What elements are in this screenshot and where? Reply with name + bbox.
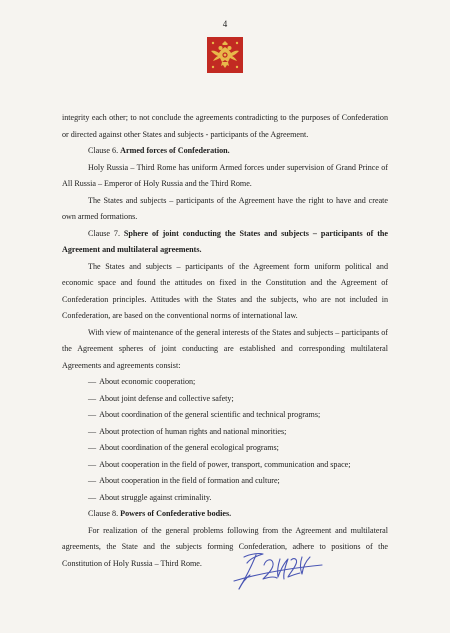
list-item: — About cooperation in the field of power, transport, communication and space; bbox=[88, 459, 351, 469]
list-item: — About economic cooperation; bbox=[88, 377, 196, 386]
dash-mark: — bbox=[88, 476, 97, 485]
dash-mark: — bbox=[88, 410, 97, 419]
list-item: — About struggle against criminality. bbox=[88, 492, 212, 502]
dash-mark: — bbox=[88, 492, 97, 502]
dash-mark: — bbox=[88, 459, 97, 469]
clause-6-heading: Clause 6. Armed forces of Confederation. bbox=[88, 146, 230, 155]
paragraph-integrity: integrity each other; to not conclude the agreements contradicting to the purposes of Confederation or directed against other States and subjects - participants of the Agreement. bbox=[62, 113, 388, 139]
dash-mark: — bbox=[88, 426, 97, 436]
list-item: — About joint defense and collective safety; bbox=[88, 393, 234, 403]
clause-7-heading: Clause 7. Sphere of joint conducting the States and subjects – participants of the Agreement and multilateral agreements. bbox=[62, 228, 388, 254]
clause-8-heading: Clause 8. Powers of Confederative bodies. bbox=[88, 509, 232, 518]
list-item: — About coordination of the general ecological programs; bbox=[88, 443, 279, 452]
dash-mark: — bbox=[88, 377, 97, 386]
paragraph-joint-conducting: With view of maintenance of the general interests of the States and subjects – participants of the Agreement spheres of joint conducting are established and corresponding multilateral Agreements and agreements consist: bbox=[62, 327, 388, 370]
paragraph-uniform-space: The States and subjects – participants of the Agreement form uniform political and economic space and found the attitudes on fixed in the Constitution and the Agreement of Confederation principles. Attitudes with the States and the subjects, who are not included in Confederation, are based on the conventional norms of international law. bbox=[62, 261, 388, 320]
list-item: — About cooperation in the field of formation and culture; bbox=[88, 476, 280, 485]
document-body bbox=[62, 110, 388, 572]
paragraph-realization: For realization of the general problems following from the Agreement and multilateral agreements, the State and the subjects forming Confederation, adhere to positions of the Constitution of Holy Russia – Third Rome. bbox=[62, 525, 388, 568]
paragraph-own-formations: The States and subjects – participants of the Agreement have the right to have and create own armed formations. bbox=[62, 195, 388, 221]
list-item: — About coordination of the general scientific and technical programs; bbox=[88, 410, 321, 419]
agreements-list bbox=[62, 374, 388, 506]
dash-mark: — bbox=[88, 443, 97, 452]
dash-mark: — bbox=[88, 393, 97, 403]
paragraph-armed-forces: Holy Russia – Third Rome has uniform Armed forces under supervision of Grand Prince of All Russia – Emperor of Holy Russia and the Third Rome. bbox=[62, 162, 388, 188]
handwritten-signature bbox=[230, 547, 325, 593]
page-number: 4 bbox=[222, 19, 228, 29]
list-item: — About protection of human rights and national minorities; bbox=[88, 426, 287, 436]
double-headed-eagle-emblem bbox=[207, 37, 243, 73]
